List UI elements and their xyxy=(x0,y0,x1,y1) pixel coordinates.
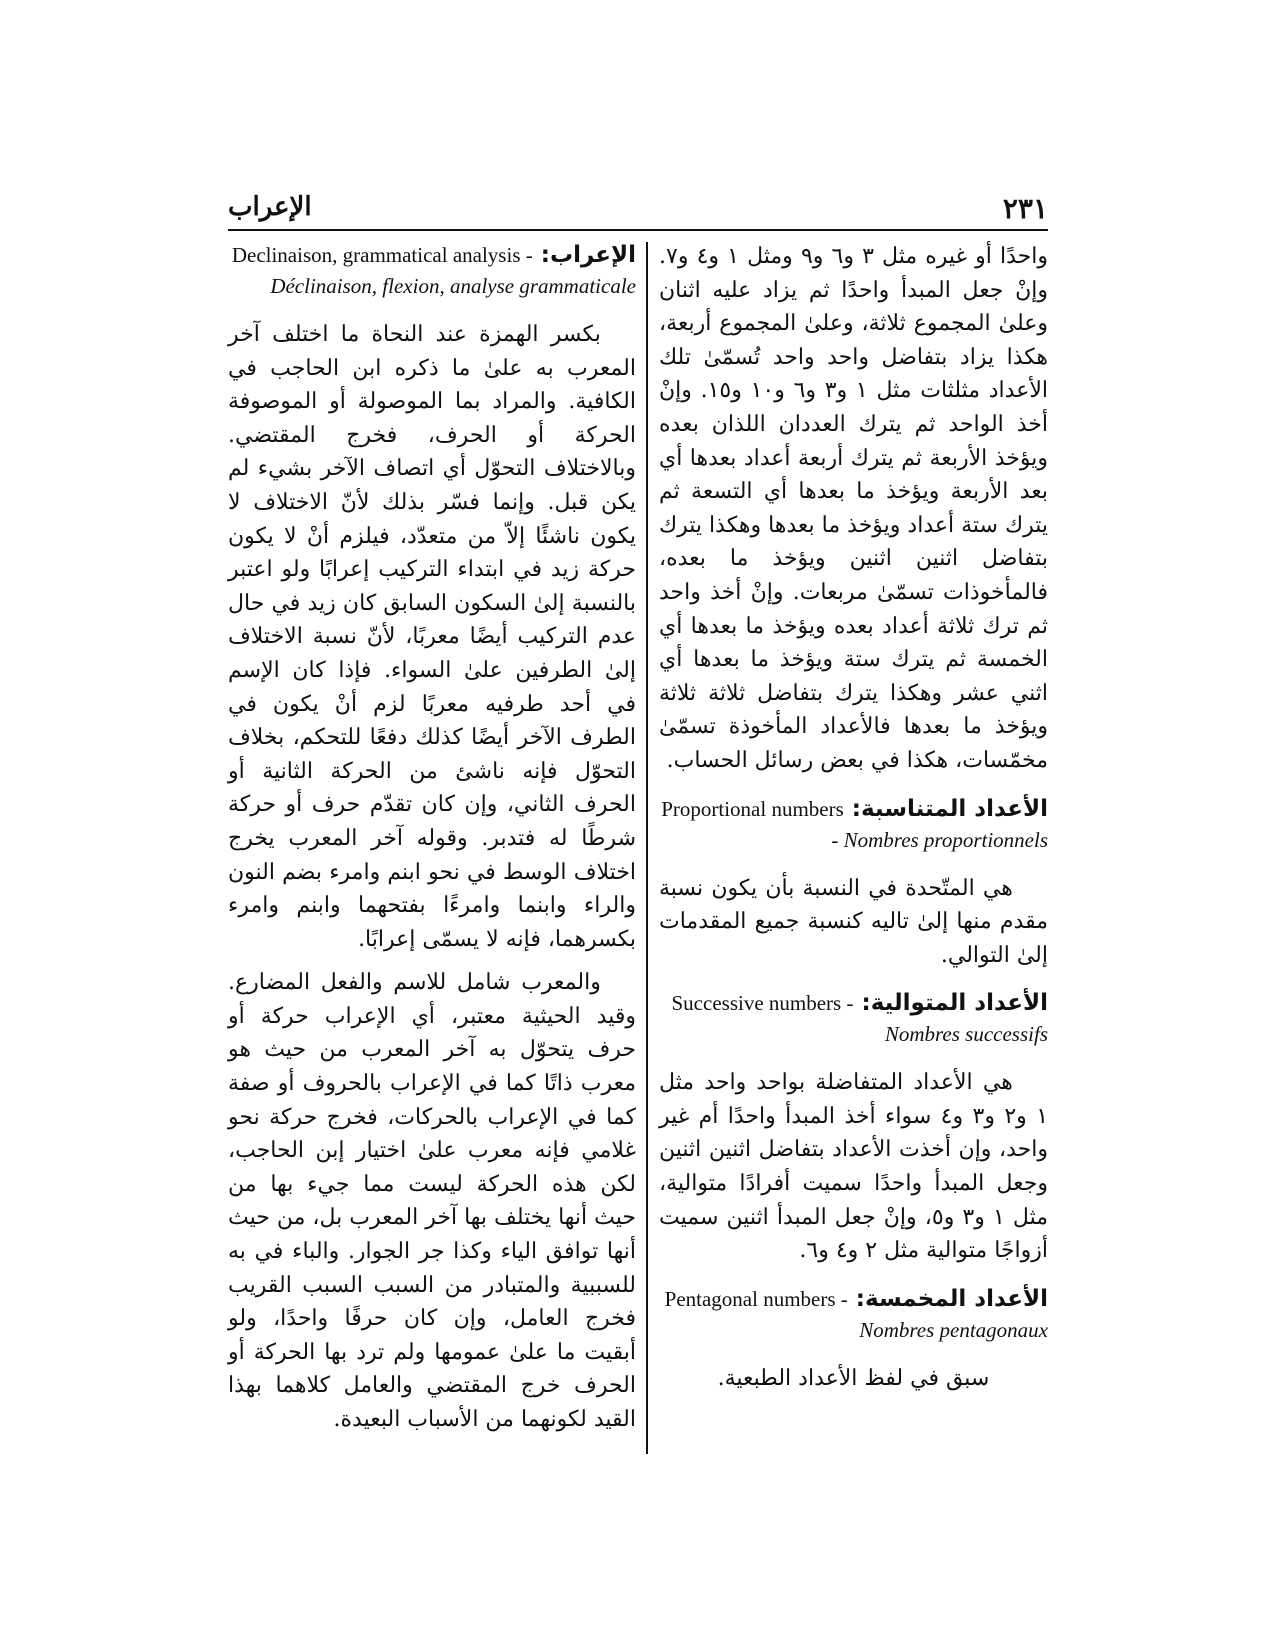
entry-definition: هي المتّحدة في النسبة بأن يكون نسبة مقدم منها إلىٰ تاليه كنسبة جميع المقدمات إلىٰ التوالي. xyxy=(659,875,1048,968)
entry-english: Successive numbers xyxy=(671,991,842,1016)
page-number: ٢٣١ xyxy=(1002,192,1048,225)
entry-term: الأعداد المتوالية xyxy=(870,990,1048,1017)
continuation-paragraph: واحدًا أو غيره مثل ٣ و٦ و٩ ومثل ١ و٤ و٧. وإنْ جعل المبدأ واحدًا ثم يزاد عليه اثنان وعلىٰ المجموع ثلاثة، وعلىٰ المجموع أربعة، هكذا يزاد بتفاضل واحد واحد تُسمّىٰ تلك الأعداد مثلثات مثل ١ و٣ و٦ و١٠ و١٥. وإنْ أخذ الواحد ثم يترك العددان اللذان بعده ويؤخذ الأربعة ثم يترك أربعة أعداد بعدها أي بعد الأربعة ويؤخذ ما بعدها أي التسعة ثم يترك ستة أعداد ويؤخذ ما بعدها وهكذا يترك بتفاضل اثنين اثنين ويؤخذ ما بعده، فالمأخوذات تسمّىٰ مربعات. وإنْ أخذ واحد ثم ترك ثلاثة أعداد بعده ويؤخذ ما بعدها أي الخمسة ثم يترك ستة ويؤخذ ما بعدها أي اثني عشر وهكذا يترك بتفاضل ثلاثة ثلاثة ويؤخذ ما بعدها فالأعداد المأخوذة تسمّىٰ مخمّسات، هكذا في بعض رسائل الحساب. xyxy=(659,244,1049,773)
column-divider xyxy=(646,242,648,1454)
running-head xyxy=(228,190,1048,230)
entry-paragraph: والمعرب شامل للاسم والفعل المضارع. وقيد الحيثية معتبر، أي الإعراب حركة أو حرف يتحوّل به آخر المعرب من حيث هو معرب ذاتًا كما في الإعراب بالحروف أو صفة كما في الإعراب بالحركات، فخرج حركة نحو غلامي فإنه معرب علىٰ اختيار إبن الحاجب، لكن هذه الحركة ليست مما جيء بها من حيث أنها يختلف بها آخر المعرب بل، من حيث أنها توافق الياء وكذا جر الجوار. والباء في به للسببية والمتبادر من السبب السبب القريب فخرج العامل، وإن كان حرفًا واحدًا، ولو أبقيت ما علىٰ عمومها ولم ترد بها الحركة أو الحرف خرج المقتضي والعامل كلاهما بهذا القيد لكونهما من الأسباب البعيدة. xyxy=(228,970,636,1432)
entry-term: الأعداد المتناسبة xyxy=(860,795,1048,822)
entry-term: الإعراب xyxy=(549,242,636,268)
entry-term: الأعداد المخمسة xyxy=(865,1285,1048,1312)
entry-definition: سبق في لفظ الأعداد الطبعية. xyxy=(717,1365,990,1391)
entry-definition: هي الأعداد المتفاضلة بواحد واحد مثل ١ و٢ و٣ و٤ سواء أخذ المبدأ واحدًا أم غير واحد، وإن أخذت الأعداد بتفاضل اثنين اثنين وجعل المبدأ واحدًا سميت أفرادًا متوالية، مثل ١ و٣ و٥، وإنْ جعل المبدأ اثنين سميت أزواجًا متوالية مثل ٢ و٤ و٦. xyxy=(659,1070,1049,1264)
right-column xyxy=(659,240,1048,1395)
entry-english: Declinaison, grammatical analysis xyxy=(231,243,521,267)
entry-paragraph: بكسر الهمزة عند النحاة ما اختلف آخر المعرب به علىٰ ما ذكره ابن الحاجب في الكافية. والمراد بما الموصولة أو الموصوفة الحركة أو الحرف، فخرج المقتضي. وبالاختلاف التحوّل أي اتصاف الآخر بشيء لم يكن قبل. وإنما فسّر بذلك لأنّ الاختلاف لا يكون ناشئًا إلاّ من متعدّد، فيلزم أنْ لا يكون حركة زيد في ابتداء التركيب إعرابًا ولو اعتبر بالنسبة إلىٰ السكون السابق كان زيد في حال عدم التركيب أيضًا معربًا، لأنّ نسبة الاختلاف إلىٰ الطرفين علىٰ السواء. فإذا كان الإسم في أحد طرفيه معربًا لزم أنْ يكون في الطرف الآخر أيضًا كذلك دفعًا للتحكم، بخلاف التحوّل فإنه ناشئ من الحركة الثانية أو الحرف الثاني، وإن كان تقدّم حرف أو حركة شرطًا له فتدبر. وقوله آخر المعرب يخرج اختلاف الوسط في نحو ابنم وامرء بضم النون والراء وابنما وامرءًا بفتحهما وابنم وامرء بكسرهما، فإنه لا يسمّى إعرابًا. xyxy=(228,322,637,952)
entry-french: Nombres pentagonaux xyxy=(859,1317,1048,1342)
running-head-title: الإعراب xyxy=(228,192,312,222)
entry-english: Proportional numbers xyxy=(661,796,844,821)
header-rule xyxy=(228,229,1048,231)
entry-heading: الأعداد المخمسة: Pentagonal numbers - Nombres pentagonaux xyxy=(664,1285,1048,1342)
entry-heading: الأعداد المتوالية: Successive numbers - Nombres successifs xyxy=(671,990,1048,1047)
left-column xyxy=(228,240,636,1437)
entry-french: Nombres proportionnels xyxy=(843,827,1048,852)
entry-heading: الإعراب: Declinaison, grammatical analysis - Déclinaison, flexion, analyse grammaticale xyxy=(231,242,636,298)
entry-french: Déclinaison, flexion, analyse grammaticale xyxy=(270,274,636,298)
entry-french: Nombres successifs xyxy=(884,1022,1048,1047)
entry-english: Pentagonal numbers xyxy=(664,1286,836,1311)
entry-heading: الأعداد المتناسبة: Proportional numbers - Nombres proportionnels xyxy=(661,795,1048,852)
